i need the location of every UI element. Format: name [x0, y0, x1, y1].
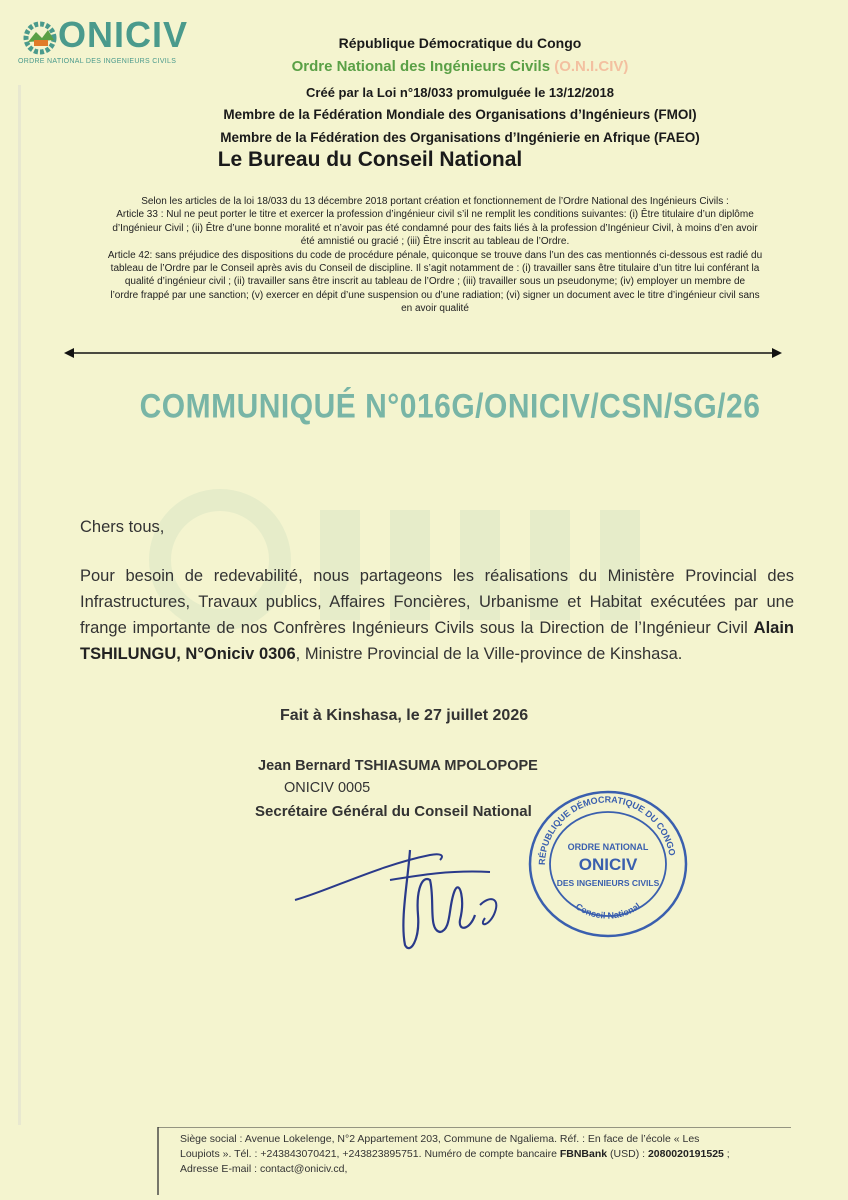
paragraph-text-end: , Ministre Provincial de la Ville-province de Kinshasa.: [295, 645, 683, 663]
footer-currency: (USD) :: [607, 1148, 648, 1160]
membership-fmoi: Membre de la Fédération Mondiale des Organisations d’Ingénieurs (FMOI): [223, 107, 697, 122]
announcement-paragraph: [80, 563, 794, 667]
paragraph-text: Pour besoin de redevabilité, nous partageons les réalisations du Ministère Provincial des Infrastructures, Travaux publics, Affaires Foncières, Urbanisme et Habitat exécutées par une frange importante de nos Confrères Ingénieurs Civils sous la Direction de l’Ingénieur Civil: [80, 567, 794, 637]
logo-text: ONICIV: [58, 14, 189, 55]
legal-articles: [80, 195, 790, 316]
creation-law: Créé par la Loi n°18/033 promulguée le 13/12/2018: [306, 85, 614, 100]
org-abbr: (O.N.I.CIV): [554, 58, 629, 75]
article-33-line: d’Ingénieur Civil ; (ii) Être d’une bonne moralité et n’avoir pas été condamné pour des faits liés à la profession d’Ingénieur Civil, à moins d’en avoir: [112, 222, 758, 234]
seal-ring-bottom: Conseil National: [573, 900, 643, 921]
signatory-title: Secrétaire Général du Conseil National: [255, 803, 532, 820]
account-number: 2080020191525: [647, 1148, 724, 1160]
article-42-line: Article 42: sans préjudice des dispositions du code de procédure pénale, quiconque se trouve dans l’un des cas mentionnés ci-dessous est radié du: [107, 249, 763, 261]
official-seal: [520, 780, 695, 940]
margin-line: [18, 85, 21, 1125]
footer-phone-text: Loupiots ». Tél. : +243843070421, +243823895751. Numéro de compte bancaire: [180, 1148, 560, 1160]
membership-faeo: Membre de la Fédération des Organisations d’Ingénierie en Afrique (FAEO): [220, 130, 700, 145]
article-42-line: qualité d’ingénieur civil ; (ii) travailler sans être inscrit au tableau de l’Ordre ; (iii) travailler sous un pseudonyme; (iv) employer un membre de: [124, 276, 746, 288]
country-name: République Démocratique du Congo: [338, 35, 582, 51]
signatory-number: ONICIV 0005: [284, 780, 371, 796]
org-name-text: Ordre National des Ingénieurs Civils: [291, 58, 551, 75]
footer-line-2: [180, 1147, 800, 1162]
seal-line-2: ONICIV: [578, 855, 638, 874]
footer-line-1: Siège social : Avenue Lokelenge, N°2 Appartement 203, Commune de Ngaliema. Réf. : En face de l’école « Les: [180, 1133, 700, 1145]
gear-logo-icon: [18, 18, 62, 58]
greeting: Chers tous,: [80, 518, 165, 536]
svg-text:Conseil National: [574, 901, 642, 921]
double-arrow-divider: [64, 345, 782, 361]
article-33-line: Article 33 : Nul ne peut porter le titre et exercer la profession d’ingénieur civil s’il ne remplit les conditions suivantes: (i) Être titulaire d’un diplôme: [116, 209, 754, 221]
engineer-name: Alain TSHILUNGU, N°Oniciv 0306: [80, 619, 794, 663]
footer-email[interactable]: Adresse E-mail : contact@oniciv.cd,: [180, 1163, 348, 1175]
article-42-line: en avoir qualité: [401, 303, 469, 315]
legal-intro: Selon les articles de la loi 18/033 du 13 décembre 2018 portant création et fonctionnement de l’Ordre National des Ingénieurs Civils :: [141, 196, 729, 207]
footer-address: [180, 1132, 800, 1177]
footer-separator: ;: [723, 1148, 730, 1160]
seal-line-3: DES INGENIEURS CIVILS: [556, 878, 660, 888]
seal-line-1: ORDRE NATIONAL: [567, 842, 649, 852]
article-42-line: tableau de l’Ordre par le Conseil après avis du Conseil de discipline. Il s’agit notamment de : (i) travailler sans être titulaire d’un titre lui conférant la: [110, 263, 760, 275]
article-33-line: été amnistié ou gracié ; (iii) Être inscrit au tableau de l’Ordre.: [300, 236, 570, 248]
bank-name: FBNBank: [559, 1148, 608, 1160]
logo-subtitle: ORDRE NATIONAL DES INGENIEURS CIVILS: [18, 58, 177, 65]
place-date: Fait à Kinshasa, le 27 juillet 2026: [280, 707, 529, 724]
bureau-heading: Le Bureau du Conseil National: [217, 148, 523, 171]
communique-title: COMMUNIQUÉ N°016G/ONICIV/CSN/SG/26: [139, 387, 761, 426]
seal-ring-top: RÉPUBLIQUE DÉMOCRATIQUE DU CONGO: [536, 794, 678, 866]
article-42-line: l’ordre frappé par une sanction; (v) exercer en dépit d’une suspension ou d’une radiation; (vi) signer un document avec le titre d’ingénieur civil sans: [110, 289, 760, 301]
signatory-name: Jean Bernard TSHIASUMA MPOLOPOPE: [258, 758, 538, 774]
org-name: [150, 58, 770, 75]
handwritten-signature: [290, 820, 530, 960]
